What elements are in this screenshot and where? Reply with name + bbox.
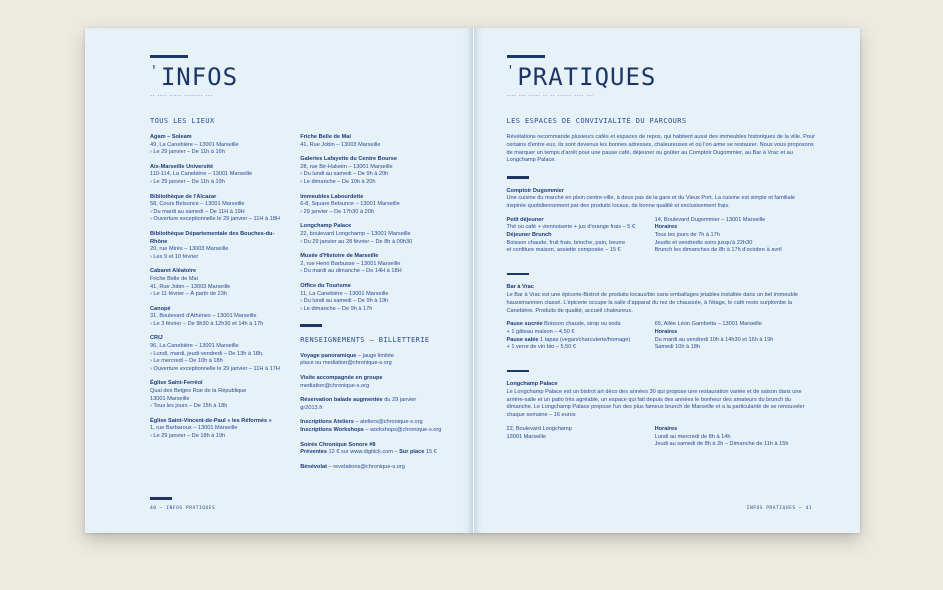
venue-entry <box>300 194 450 217</box>
text-line: 13001 Marseille <box>506 433 546 440</box>
venues-column-1 <box>150 134 300 478</box>
venue-entry <box>150 268 290 298</box>
title-rule <box>150 55 188 58</box>
page-pratiques <box>473 28 861 533</box>
text-line: Bénévolat – revelations@chronique-s.org <box>300 463 405 470</box>
cafe-section-bar-a-vrac <box>507 284 816 358</box>
page-footer-left <box>150 497 215 511</box>
page-footer-right <box>747 506 812 511</box>
cafe-details <box>507 217 816 262</box>
address-hours <box>655 321 815 351</box>
text-line: › Du 29 janvier au 28 février – De 8h à 00h30 <box>300 238 413 245</box>
venues-columns <box>150 134 451 478</box>
cafe-address-hours <box>655 217 815 262</box>
text-line: Horaires <box>654 224 678 231</box>
cafe-name: Bar à Vrac <box>506 284 534 291</box>
text-line: › Le 11 février – À partir de 23h <box>150 291 228 298</box>
text-line: Lundi au mercredi de 8h à 14h <box>654 433 731 440</box>
ticketing-item <box>300 442 450 457</box>
cafe-details <box>507 321 816 358</box>
cafe-address <box>507 426 655 456</box>
title-rule <box>507 55 545 58</box>
text-line: › Le 29 janvier – De 11h à 19h <box>150 178 225 185</box>
text-line: › Ouverture exceptionnelle le 29 janvier – 11H à 17H <box>150 365 280 372</box>
text-line: Pause sucrée Boisson chaude, sirop ou soda <box>506 321 621 328</box>
menu-details <box>507 321 655 351</box>
venue-entry <box>300 283 450 313</box>
text-line: Brunch les dimanches de 8h à 17h d'octobre à avril <box>654 247 782 254</box>
text-line: › Le 29 janvier – De 18h à 19h <box>150 433 226 439</box>
text-line: place ou mediation@chronique-s.org <box>300 360 392 367</box>
venue-entry <box>150 134 290 157</box>
text-line: Office du Tourisme <box>300 282 351 289</box>
section-divider <box>507 273 529 276</box>
text-line: 14, Boulevard Dugommier – 13001 Marseille <box>654 216 766 223</box>
ticketing-item <box>300 397 450 412</box>
text-line: Quai des Belges Rue de la République <box>150 388 247 395</box>
title-tick-mark: ' <box>506 64 515 79</box>
address-hours <box>655 217 815 255</box>
section-heading-convivialite: LES ESPACES DE CONVIVIALITÉ DU PARCOURS <box>506 117 687 125</box>
text-line: › Du mardi au samedi – De 11H à 19H <box>150 208 245 215</box>
text-line: + 1 verre de vin bio – 5,50 € <box>506 344 577 351</box>
text-line: › Le 29 janvier – De 11h à 16h <box>150 149 225 156</box>
venue-entry <box>150 335 290 373</box>
ticketing-item <box>300 375 450 390</box>
text-line: 41, Rue Jobin – 13003 Marseille <box>150 283 231 290</box>
title-morse-decoration: ---- --- ----- -- -- ------ ---- --- <box>506 93 594 98</box>
text-line: › Du lundi au samedi – De 9h à 20h <box>300 171 389 178</box>
text-line: 96, La Canebière – 13001 Marseille <box>150 343 239 350</box>
text-line: 1, rue Barbaroux – 13001 Marseille <box>150 425 238 432</box>
text-line: Thé ou café + viennoiserie + jus d'orange frais – 5 € <box>506 224 636 231</box>
page-title-row <box>150 65 451 89</box>
cafe-description: Le Longchamp Palace est un bistrot art déco des années 30 qui propose une restauration variée et de saison dans une arrière-salle et un patio très agréable, un espace qui fait depuis des années le bonheur des amateurs du brunch du dimanche. Le Longchamp Palace propose l'un des plus fameux brunch de Marseille et a la particularité de se renouveler chaque semaine – 16 euros <box>506 388 805 419</box>
venue-entry <box>150 194 290 224</box>
section-heading-billetterie: RENSEIGNEMENTS – BILLETTERIE <box>300 335 430 344</box>
cafe-hours <box>655 426 815 456</box>
address-lines <box>507 426 655 441</box>
text-line: 22, Boulevard Longchamp <box>506 425 572 432</box>
venues-column-2 <box>300 134 450 478</box>
text-line: 20, rue Mirès – 13003 Marseille <box>150 246 229 253</box>
text-line: Aix-Marseille Université <box>150 163 214 170</box>
text-line: Samedi 10h à 18h <box>654 344 700 351</box>
text-line: Soirée Chronique Sonore #8 <box>300 441 376 448</box>
text-line: Friche Belle de Mai <box>300 134 351 140</box>
ticketing-item <box>300 419 450 434</box>
text-line: › Tous les jours – De 15h à 18h <box>150 403 228 410</box>
text-line: 31, Boulevard d'Athènes – 13001 Marseille <box>150 313 257 320</box>
footer-rule <box>150 497 172 500</box>
venue-entry <box>300 223 450 246</box>
cafe-description: Une cuisine du marché en plein centre-ville, à deux pas de la gare et du Vieux Port. La cuisine est simple et familiale inspirée quotidiennement par des produits locaux, de bonne qualité et exclusivement frais. <box>506 195 795 210</box>
cafe-description: Le Bar à Vrac est une épicerie-Bistrot de produits locaux/bio sans emballages jetables installée dans un bel immeuble haussmannien classé. L'épicerie occupe la salle d'apparat du rez de chaussée, à l'étage, le café resto surplombe la Canebière. Produits de qualité, accueil chaleureux. <box>506 291 798 314</box>
text-line: et confiture maison, assiette composée – 15 € <box>506 247 621 254</box>
cafe-address-hours <box>655 321 815 358</box>
text-line: 28, rue Bir-Hakeim – 13001 Marseille <box>300 163 393 170</box>
intro-paragraph: Révélations recommande plusieurs cafés et espaces de repos, qui habitent aussi des immeubles historiques de la ville. Pour certains d'entre eux, ils sont devenus les bonnes adresses, chaleureuses et où l'on aime se restaurer. Nous vous proposons de marquer un temps d'arrêt pour une pause café, déjeuner ou goûter au Comptoir Dugommier, au Bar à Vrac et au Longchamp Palace. <box>506 134 815 164</box>
text-line: › Le mercredi – De 10h à 18h <box>150 358 223 365</box>
text-line: Jeudi au samedi de 8h à 2h – Dimanche de 11h à 15h <box>654 441 789 448</box>
text-line: › Ouverture exceptionnelle le 29 janvier – 11H à 18H <box>150 216 280 223</box>
section-heading-lieux: TOUS LES LIEUX <box>150 117 215 125</box>
cafe-menu <box>507 321 655 358</box>
text-line: › Du mardi au dimanche – De 14H à 18H <box>300 268 402 275</box>
text-line: Petit déjeuner <box>506 216 544 223</box>
text-line: Inscriptions Ateliers – ateliers@chronique-s.org <box>300 419 423 426</box>
address-hours <box>655 426 815 449</box>
text-line: Bibliothèque de l'Alcazar <box>150 193 217 200</box>
text-line: › 29 janvier – De 17h30 à 20h <box>300 208 374 215</box>
text-line: › Le 3 février – De 9h30 à 12h30 et 14h à 17h <box>150 320 264 327</box>
venue-entry <box>150 164 290 187</box>
text-line: 6-8, Square Belsunce – 13001 Marseille <box>300 201 400 208</box>
venue-entry <box>300 156 450 186</box>
ticketing-item <box>300 464 450 472</box>
text-line: Église Saint-Ferréol <box>150 380 203 387</box>
text-line: › Lundi, mardi, jeudi vendredi – De 13h à 18h, <box>150 350 264 357</box>
title-morse-decoration: -- ---- ----- -------- --- <box>150 93 213 98</box>
text-line: Cabaret Aléatoire <box>150 268 197 275</box>
text-line: Inscriptions Workshops – workshops@chronique-s.org <box>300 426 442 433</box>
text-line: 49, La Canebière – 13001 Marseille <box>150 141 239 148</box>
text-line: Longchamp Palace <box>300 223 352 230</box>
text-line: Tous les jours de 7h à 17h <box>654 232 720 239</box>
page-title: PRATIQUES <box>517 63 657 91</box>
text-line: Boisson chaude, fruit frais, brioche, pain, beurre <box>506 239 626 246</box>
menu-details <box>507 217 655 255</box>
cafe-section-comptoir-dugommier <box>507 188 816 262</box>
text-line: Pause salée 1 tapas (vegan/charcuterie/fromage) <box>506 336 631 343</box>
title-tick-mark: ' <box>150 64 158 79</box>
page-title: INFOS <box>160 63 239 91</box>
text-line: Bibliothèque Départementale des Bouches-du-Rhône <box>150 230 275 245</box>
section-divider <box>507 370 529 373</box>
text-line: 22, boulevard Longchamp – 13001 Marseille <box>300 230 411 237</box>
text-line: › Le dimanche – De 9h à 17h <box>300 305 373 312</box>
text-line: 58, Cours Belsunce – 13001 Marseille <box>150 201 245 208</box>
text-line: Déjeuner Brunch <box>506 232 552 239</box>
cafe-details <box>507 426 816 456</box>
cafe-name: Comptoir Dugommier <box>506 187 564 194</box>
text-line: Canopé <box>150 305 171 312</box>
text-line: Immeubles Labourdette <box>300 193 364 200</box>
text-line: Église Saint-Vincent-de-Paul « les Réformés » <box>150 417 272 424</box>
text-line: Voyage panoramique – jauge limitée <box>300 352 395 359</box>
text-line: Horaires <box>654 425 678 432</box>
text-line: Friche Belle de Mai <box>150 275 198 282</box>
text-line: CRIJ <box>150 335 163 342</box>
text-line: 65, Allée Léon Gambetta – 13001 Marseille <box>654 321 762 328</box>
text-line: Galeries Lafayette du Centre Bourse <box>300 156 397 163</box>
billetterie-list <box>300 353 450 472</box>
text-line: Préventes 12 € sur www.digitick.com – Sur place 15 € <box>300 449 437 456</box>
cafe-section-longchamp-palace <box>507 381 816 456</box>
cafe-name: Longchamp Palace <box>506 381 558 388</box>
venue-entry <box>150 418 290 441</box>
text-line: + 1 gâteau maison – 4,50 € <box>506 328 575 335</box>
booklet-spread <box>85 28 860 533</box>
text-line: Agam – Soleam <box>150 134 192 140</box>
text-line: 11, La Canebière – 13001 Marseille <box>300 290 389 297</box>
text-line: Réservation balade augmentée du 29 janvier <box>300 397 417 404</box>
text-line: 2, rue Henri Barbusse – 13001 Marseille <box>300 260 401 267</box>
venue-entry <box>300 253 450 276</box>
text-line: mediation@chronique-s.org <box>300 382 370 389</box>
text-line: › Le dimanche – De 10h à 20h <box>300 178 376 185</box>
text-line: Horaires <box>654 328 678 335</box>
page-infos <box>85 28 473 533</box>
page-number-right: INFOS PRATIQUES – 41 <box>746 506 812 511</box>
text-line: 13001 Marseille <box>150 395 190 402</box>
text-line: Jeudis et vendredis soirs jusqu'à 22h30 <box>654 239 753 246</box>
text-line: Visite accompagnée en groupe <box>300 374 383 381</box>
text-line: Du mardi au vendredi 10h à 14h30 et 16h à 19h <box>654 336 774 343</box>
section-divider <box>507 176 529 179</box>
text-line: 41, Rue Jobin – 13003 Marseille <box>300 141 381 148</box>
text-line: Musée d'Histoire de Marseille <box>300 253 379 260</box>
text-line: › Du lundi au samedi – De 9h à 19h <box>300 298 389 305</box>
cafe-menu <box>507 217 655 262</box>
ticketing-item <box>300 353 450 368</box>
venue-entry <box>150 380 290 410</box>
page-title-row <box>507 65 816 89</box>
section-divider <box>300 324 322 327</box>
page-number-left: 40 – INFOS PRATIQUES <box>150 506 216 511</box>
text-line: › Les 9 et 10 février <box>150 253 199 260</box>
venue-entry <box>300 134 450 149</box>
venue-entry <box>150 306 290 329</box>
venue-entry <box>150 231 290 261</box>
venues-column-2-list <box>300 134 450 313</box>
text-line: gr2013.fr <box>300 404 323 411</box>
text-line: 110-114, La Canebière – 13001 Marseille <box>150 171 253 178</box>
